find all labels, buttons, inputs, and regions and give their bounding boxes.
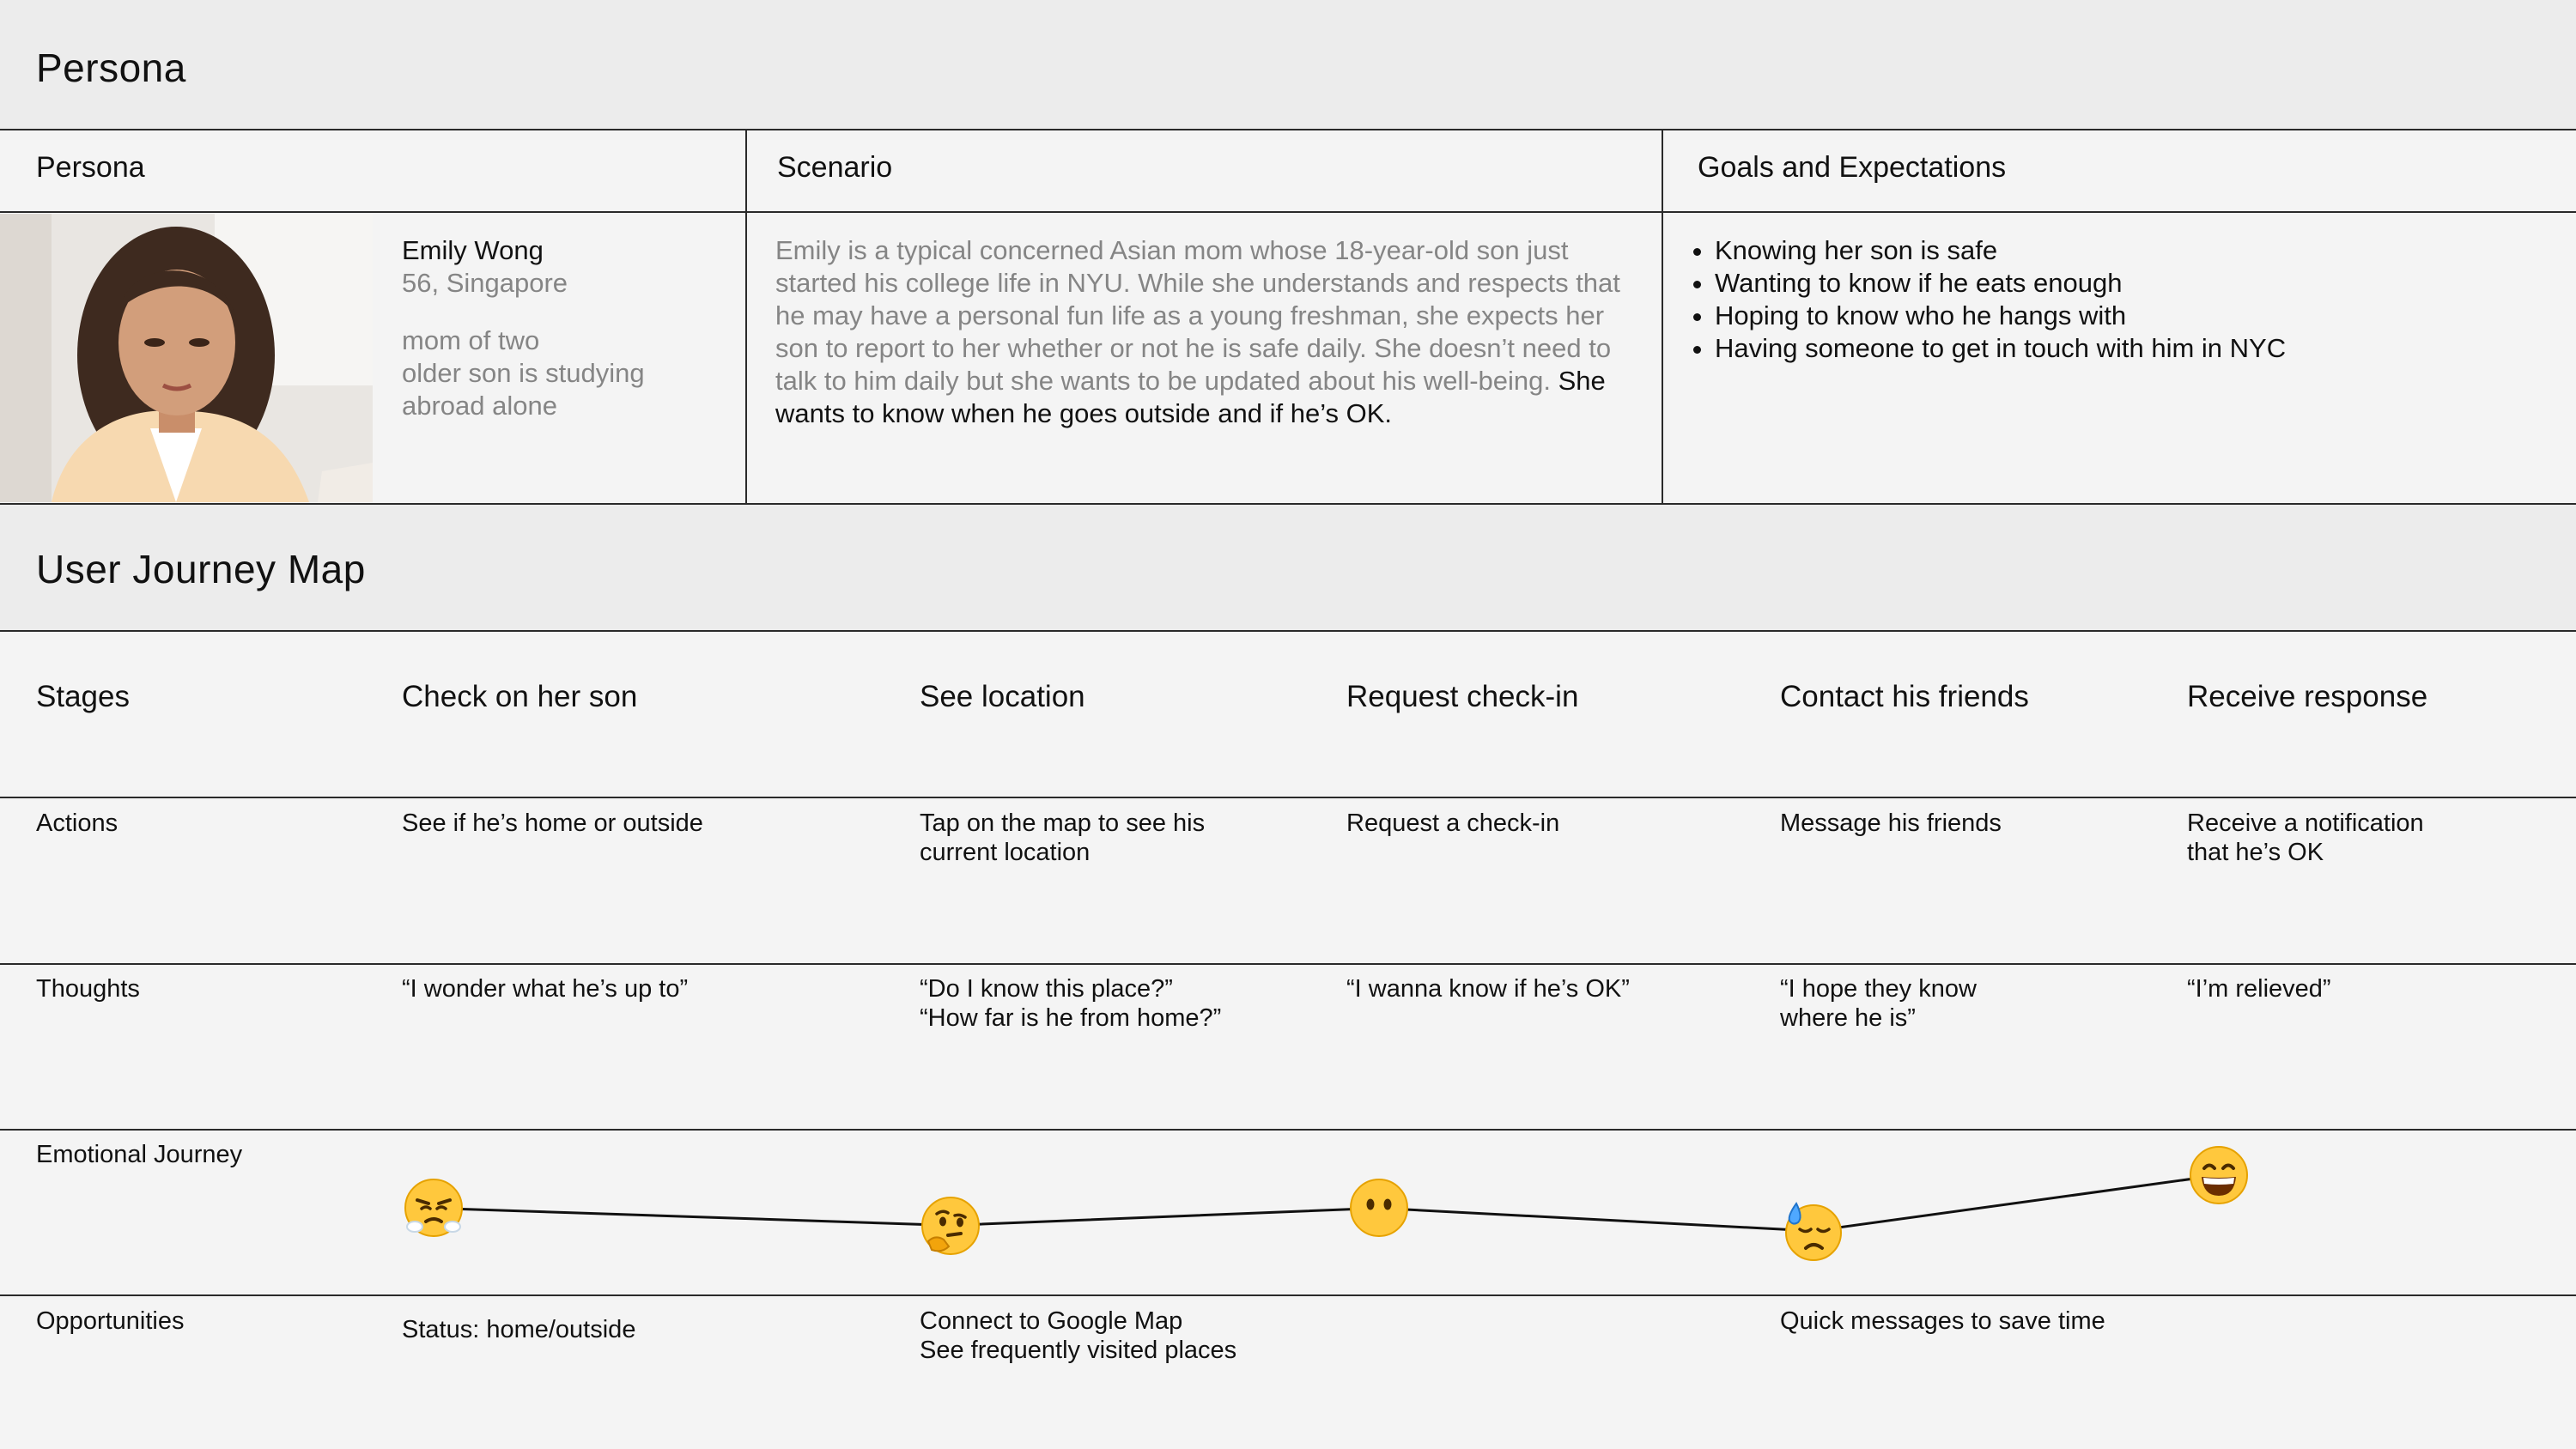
thought-line: “How far is he from home?” — [920, 1004, 1222, 1032]
divider — [0, 797, 2576, 798]
journey-header-band — [0, 505, 2576, 630]
goal-item: • Wanting to know if he eats enough — [1715, 267, 2539, 300]
stage-see-location: See location — [920, 680, 1085, 713]
thought-cell — [1780, 974, 1977, 1033]
action-line: that he’s OK — [2187, 839, 2324, 866]
persona-bio-line: abroad alone — [402, 391, 557, 421]
opportunity-line: Connect to Google Map — [920, 1307, 1183, 1335]
thought-line: “I wanna know if he’s OK” — [1346, 975, 1630, 1003]
action-line: Message his friends — [1780, 809, 2002, 837]
action-cell — [1780, 809, 2002, 838]
thought-line: “I wonder what he’s up to” — [402, 975, 689, 1003]
goal-item: • Knowing her son is safe — [1715, 234, 2539, 267]
scenario-text-key-need: She wants to know when he goes outside and if he’s OK. — [775, 366, 1606, 428]
opportunity-cell — [920, 1307, 1236, 1365]
scenario-text-context: Emily is a typical concerned Asian mom whose 18-year-old son just started his college life in NYU. While she understands and respects that he may have a personal fun life as a young freshman, she expects her son to report to her whether or not he is safe daily. She doesn’t need to talk to him daily but she wants to be updated about his well-being. — [775, 235, 1620, 396]
persona-age-location: 56, Singapore — [402, 268, 568, 298]
opportunity-line: Quick messages to save time — [1780, 1307, 2105, 1335]
frustrated-face-icon — [403, 1177, 465, 1239]
divider — [0, 630, 2576, 632]
thought-line: “Do I know this place?” — [920, 975, 1173, 1003]
journey-section-title: User Journey Map — [36, 547, 366, 591]
goal-item: • Having someone to get in touch with him in NYC — [1715, 332, 2539, 365]
thinking-face-icon — [920, 1195, 981, 1257]
thought-line: where he is” — [1780, 1004, 1916, 1032]
action-line: Request a check-in — [1346, 809, 1560, 837]
row-label-emotional-journey: Emotional Journey — [36, 1141, 243, 1168]
divider — [0, 211, 2576, 213]
neutral-face-icon — [1348, 1177, 1410, 1239]
persona-header-band — [0, 0, 2576, 129]
grinning-face-icon — [2188, 1144, 2250, 1206]
action-line: Tap on the map to see his — [920, 809, 1206, 837]
divider — [0, 963, 2576, 965]
goals-list — [1680, 234, 2539, 365]
stage-request-check-in: Request check-in — [1346, 680, 1579, 713]
action-cell — [402, 809, 703, 838]
persona-column-header: Persona — [36, 151, 145, 184]
action-line: See if he’s home or outside — [402, 809, 703, 837]
persona-avatar — [0, 214, 373, 502]
persona-section-title: Persona — [36, 45, 186, 90]
row-label-thoughts: Thoughts — [36, 975, 140, 1003]
thought-cell — [402, 974, 688, 1003]
action-cell — [2187, 809, 2424, 867]
opportunity-line: Status: home/outside — [402, 1316, 636, 1343]
stage-contact-friends: Contact his friends — [1780, 680, 2029, 713]
thought-cell — [1346, 974, 1630, 1003]
emotion-trend-line — [434, 1175, 2219, 1231]
row-label-stages: Stages — [36, 680, 130, 713]
action-line: current location — [920, 839, 1091, 866]
column-divider — [1662, 129, 1663, 505]
thought-cell — [2187, 974, 2331, 1003]
persona-bio-line: older son is studying — [402, 358, 645, 388]
column-divider — [745, 129, 747, 505]
stage-receive-response: Receive response — [2187, 680, 2428, 713]
divider — [0, 129, 2576, 130]
opportunity-cell — [402, 1315, 635, 1344]
persona-bio-line: mom of two — [402, 325, 540, 355]
anxious-sweat-face-icon — [1783, 1200, 1844, 1262]
persona-name: Emily Wong — [402, 235, 544, 265]
row-label-actions: Actions — [36, 809, 118, 837]
action-line: Receive a notification — [2187, 809, 2424, 837]
scenario-column-header: Scenario — [777, 151, 893, 184]
opportunity-cell — [1780, 1307, 2105, 1336]
thought-cell — [920, 974, 1221, 1033]
thought-line: “I’m relieved” — [2187, 975, 2331, 1003]
row-label-opportunities: Opportunities — [36, 1307, 185, 1335]
stage-check-on-son: Check on her son — [402, 680, 638, 713]
goals-column-header: Goals and Expectations — [1698, 151, 2007, 184]
action-cell — [1346, 809, 1559, 838]
goal-item: • Hoping to know who he hangs with — [1715, 300, 2539, 332]
thought-line: “I hope they know — [1780, 975, 1977, 1003]
opportunity-line: See frequently visited places — [920, 1337, 1237, 1364]
action-cell — [920, 809, 1205, 867]
scenario-text — [775, 234, 1643, 430]
